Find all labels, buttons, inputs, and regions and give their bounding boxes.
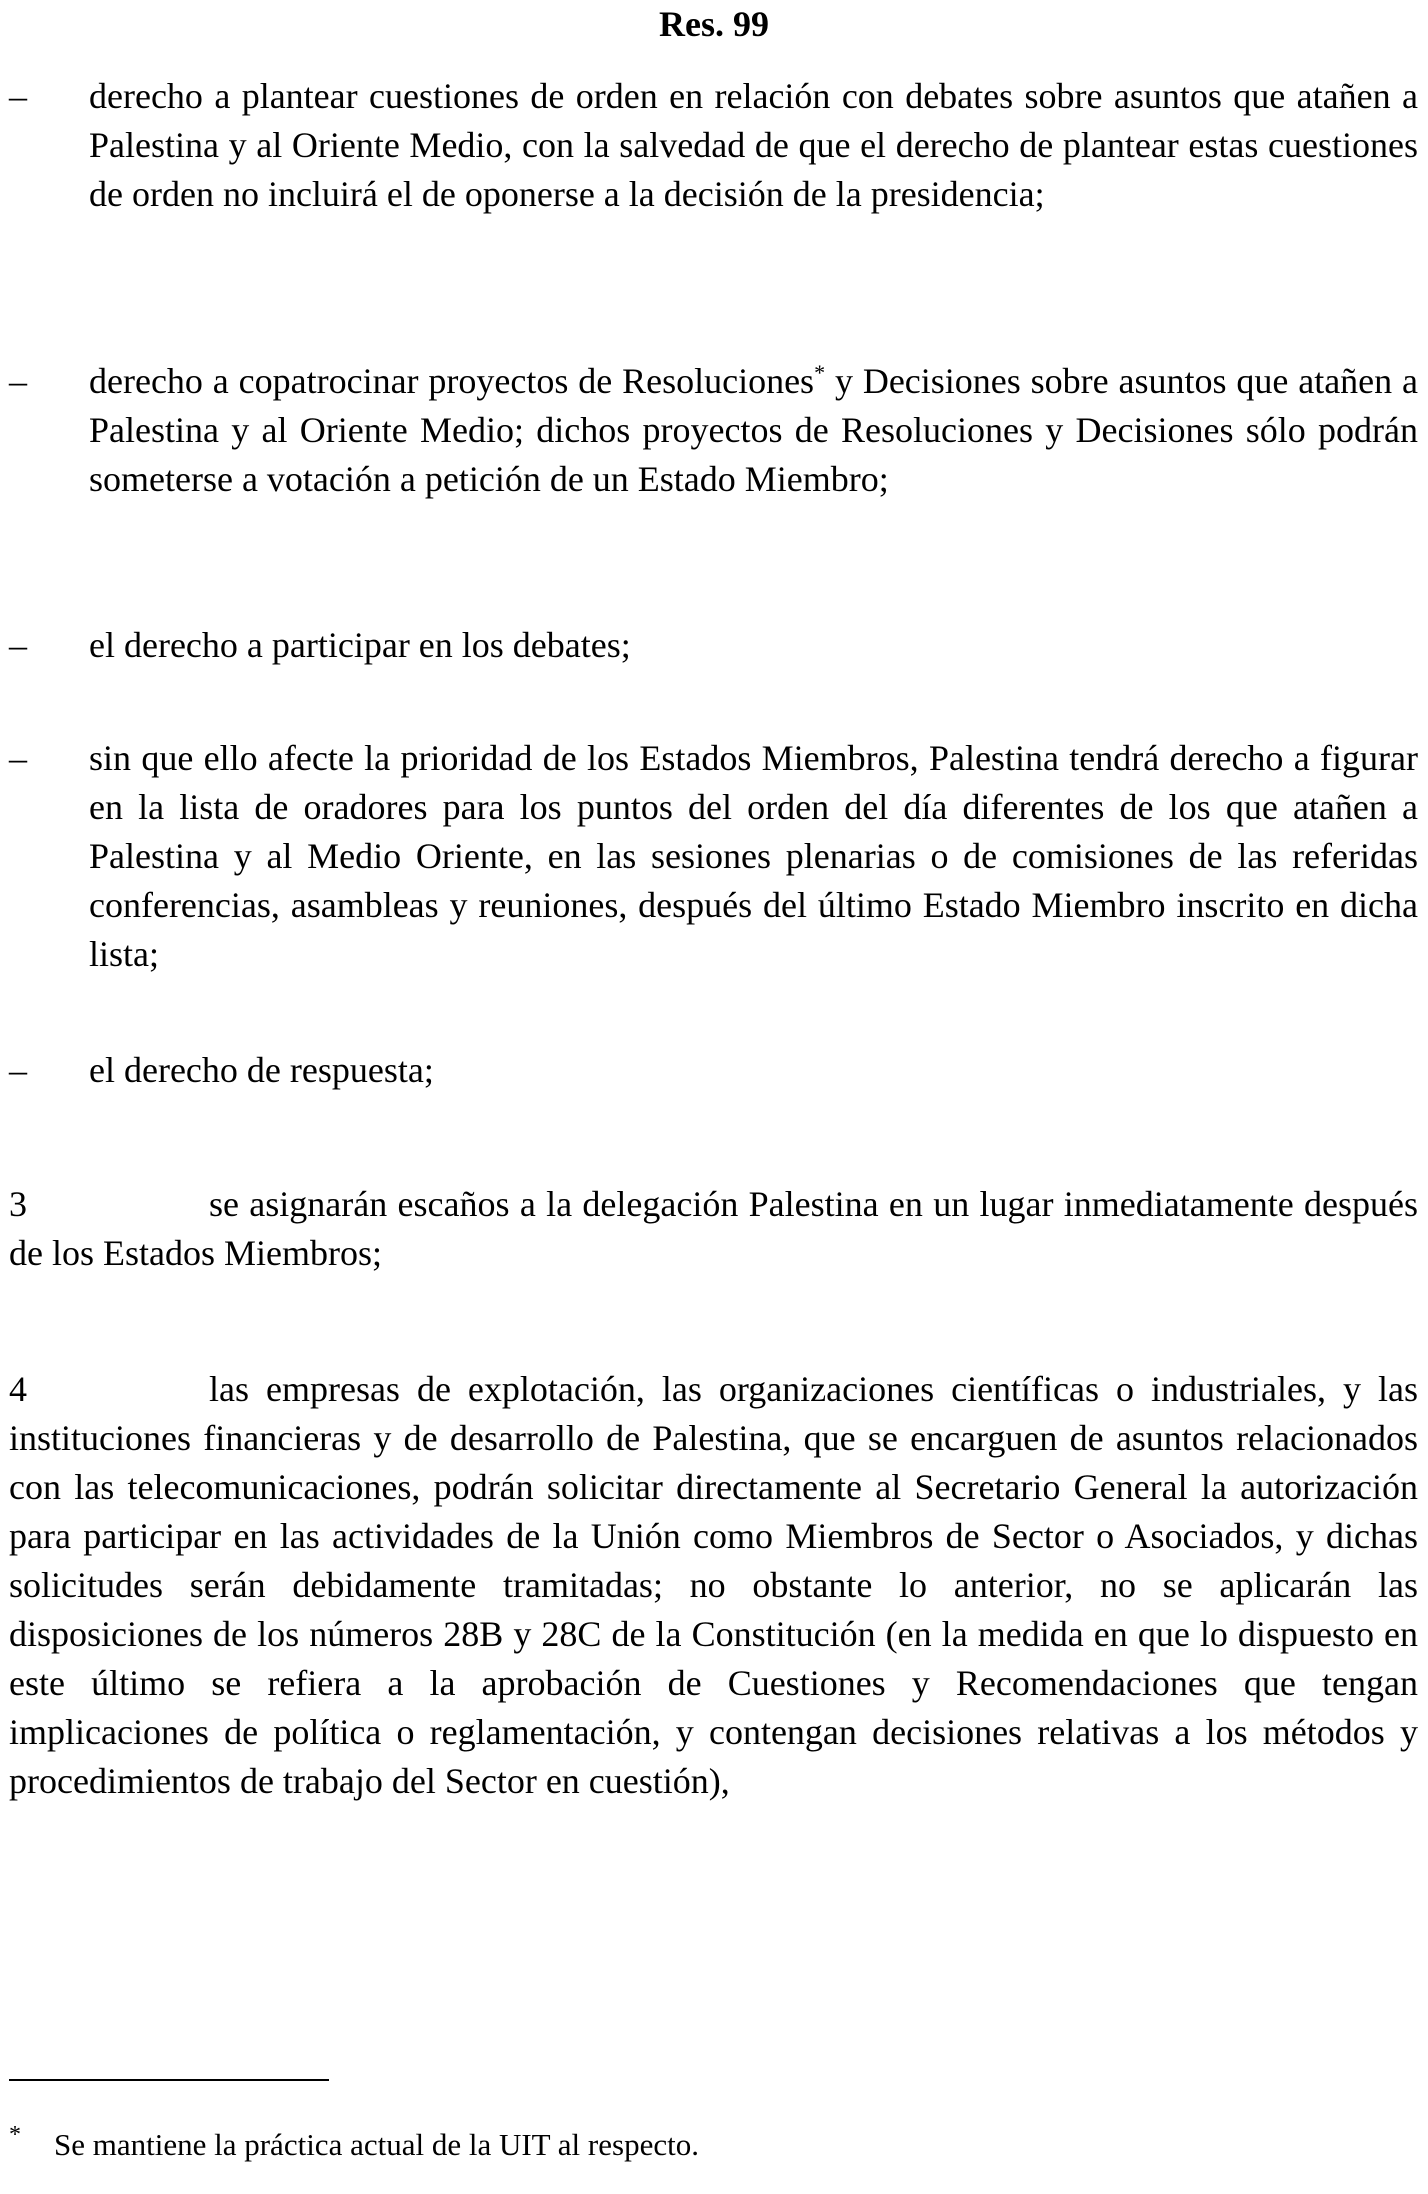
bullet-text: derecho a plantear cuestiones de orden en relación con debates sobre asuntos que atañen a Palestina y al Oriente Medio, con la salvedad de que el derecho de plantear estas cuestiones de orden no incluirá el de oponerse a la decisión de la presidencia; <box>89 76 1418 214</box>
bullet-dash: – <box>9 1050 27 1090</box>
bullet-item-speakers-list <box>9 734 1418 979</box>
bullet-item-cosponsor <box>9 357 1418 504</box>
footnote-reference: * <box>814 360 826 385</box>
paragraph-text: las empresas de explotación, las organizaciones científicas o industriales, y las instituciones financieras y de desarrollo de Palestina, que se encarguen de asuntos relacionados con las telecomunicaciones, podrán solicitar directamente al Secretario General la autorización para participar en las actividades de la Unión como Miembros de Sector o Asociados, y dichas solicitudes serán debidamente tramitadas; no obstante lo anterior, no se aplicarán las disposiciones de los números 28B y 28C de la Constitución (en la medida en que lo dispuesto en este último se refiera a la aprobación de Cuestiones y Recomendaciones que tengan implicaciones de política o reglamentación, y contengan decisiones relativas a los métodos y procedimientos de trabajo del Sector en cuestión), <box>9 1369 1418 1801</box>
bullet-text: el derecho a participar en los debates; <box>89 625 631 665</box>
page-header: Res. 99 <box>659 4 769 44</box>
footnote-separator <box>9 2079 329 2081</box>
bullet-item-reply <box>9 1046 1418 1095</box>
bullet-item-points-of-order <box>9 72 1418 219</box>
paragraph-number: 4 <box>9 1369 27 1409</box>
footnote <box>9 2122 1418 2165</box>
bullet-text-part: y Decisiones sobre asuntos que atañen a Palestina y al Oriente Medio; dichos proyectos de Resoluciones y Decisiones sólo podrán someterse a votación a petición de un Estado Miembro; <box>89 361 1419 499</box>
paragraph-number: 3 <box>9 1184 27 1224</box>
bullet-dash: – <box>9 738 27 778</box>
bullet-dash: – <box>9 625 27 665</box>
footnote-text: Se mantiene la práctica actual de la UIT al respecto. <box>54 2127 699 2162</box>
bullet-text: el derecho de respuesta; <box>89 1050 434 1090</box>
numbered-paragraph-4 <box>9 1365 1418 1806</box>
footnote-mark: * <box>9 2122 21 2148</box>
paragraph-text: se asignarán escaños a la delegación Palestina en un lugar inmediatamente después de los Estados Miembros; <box>9 1184 1418 1273</box>
bullet-dash: – <box>9 361 27 401</box>
bullet-text: sin que ello afecte la prioridad de los Estados Miembros, Palestina tendrá derecho a figurar en la lista de oradores para los puntos del orden del día diferentes de los que atañen a Palestina y al Medio Oriente, en las sesiones plenarias o de comisiones de las referidas conferencias, asambleas y reuniones, después del último Estado Miembro inscrito en dicha lista; <box>89 738 1418 974</box>
bullet-text-part: derecho a copatrocinar proyectos de Resoluciones <box>89 361 815 401</box>
bullet-item-participate <box>9 621 1418 670</box>
bullet-text <box>89 357 1418 504</box>
bullet-dash: – <box>9 76 27 116</box>
numbered-paragraph-3 <box>9 1180 1418 1278</box>
